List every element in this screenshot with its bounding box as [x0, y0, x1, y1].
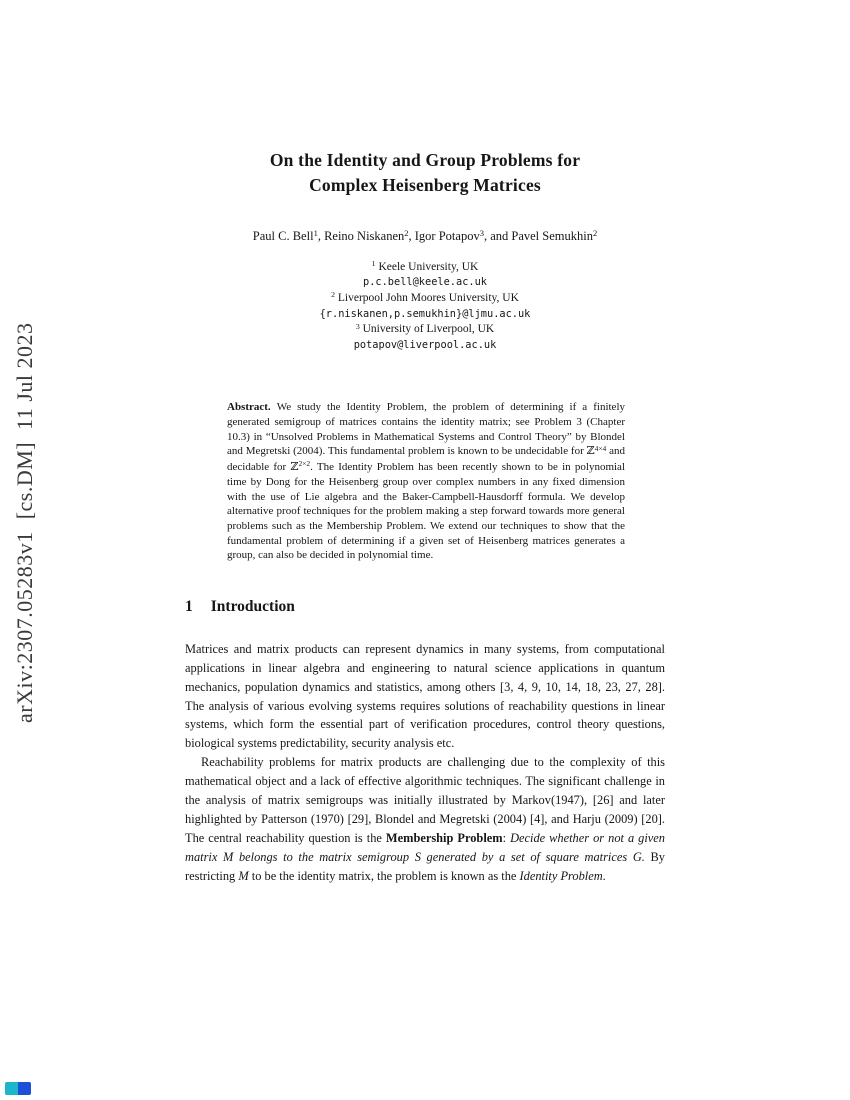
affiliation-marker: 3	[355, 321, 360, 331]
affiliation-institution	[185, 322, 665, 338]
abstract-text: We study the Identity Problem, the problem of determining if a finitely generated semigroup of matrices contains the identity matrix; see Problem 3 (Chapter 10.3) in “Unsolved Problems in Mathematical Systems and Control Theory” by Blondel and Megretski (2004). This fundamental problem is known to be undecidable for ℤ$^{4\times 4}$ and decidable for ℤ$^{2\times 2}$. The Identity Problem has been recently shown to be in polynomial time by Dong for the Heisenberg group over complex numbers in any fixed dimension with the use of Lie algebra and the Baker-Campbell-Hausdorff formula. We develop alternative proof techniques for the problem making a step forward towards more general problems such as the Membership Problem. We extend our techniques to show that the fundamental problem of determining if a given set of Heisenberg matrices generates a group, can also be decided in polynomial time.	[227, 401, 625, 562]
section-number: 1	[185, 597, 193, 615]
intro-paragraph-1: Matrices and matrix products can represent dynamics in many systems, from computational applications in linear algebra and engineering to natural science applications in quantum mechanics, population dynamics and statistics, among others [3, 4, 9, 10, 14, 18, 23, 27, 28]. The analysis of various evolving systems requires solutions of reachability questions in linear systems, which form the essential part of verification procedures, control theory questions, biological systems predictability, security analysis etc.	[185, 641, 665, 751]
affiliation-marker: 2	[331, 290, 336, 300]
affiliation-email: potapov@liverpool.ac.uk	[353, 338, 497, 351]
color-swatch-blue	[18, 1082, 31, 1095]
affiliations-block	[185, 260, 665, 354]
affiliation-name: University of Liverpool, UK	[359, 323, 495, 336]
affiliation-name: Keele University, UK	[375, 260, 479, 273]
affiliation-email: {r.niskanen,p.semukhin}@ljmu.ac.uk	[319, 307, 531, 320]
abstract-label: Abstract.	[227, 401, 271, 414]
section-title: Introduction	[210, 597, 295, 615]
color-swatch-teal	[5, 1082, 18, 1095]
paper-title-line-2: Complex Heisenberg Matrices	[309, 175, 541, 196]
paper-title-line-1: On the Identity and Group Problems for	[269, 150, 581, 170]
paper-title	[185, 148, 665, 199]
corner-color-strip	[5, 1082, 31, 1095]
affiliation-email: p.c.bell@keele.ac.uk	[363, 276, 487, 289]
arxiv-stamp: arXiv:2307.05283v1 [cs.DM] 11 Jul 2023	[12, 322, 37, 724]
affiliation-marker: 1	[371, 259, 376, 269]
intro-paragraph-2: Reachability problems for matrix products are challenging due to the complexity of this mathematical object and a lack of effective algorithmic techniques. The significant challenge in the analysis of matrix semigroups was initially illustrated by Markov(1947), [26] and later highlighted by Patterson (1970) [29], Blondel and Megretski (2004) [4], and Harju (2009) [20]. The central reachability question is the Membership Problem: Decide whether or not a given matrix M belongs to the matrix semigroup S generated by a set of square matrices G. By restricting M to be the identity matrix, the problem is known as the Identity Problem.	[185, 755, 666, 883]
affiliation-name: Liverpool John Moores University, UK	[335, 291, 519, 304]
paper-page	[185, 0, 665, 886]
affiliation-institution	[185, 260, 665, 276]
abstract	[227, 400, 625, 563]
section-heading-introduction	[185, 598, 665, 616]
authors-line: Paul C. Bell$^1$, Reino Niskanen$^2$, Igor Potapov$^3$, and Pavel Semukhin$^2$	[252, 227, 598, 243]
affiliation-institution	[185, 291, 665, 307]
